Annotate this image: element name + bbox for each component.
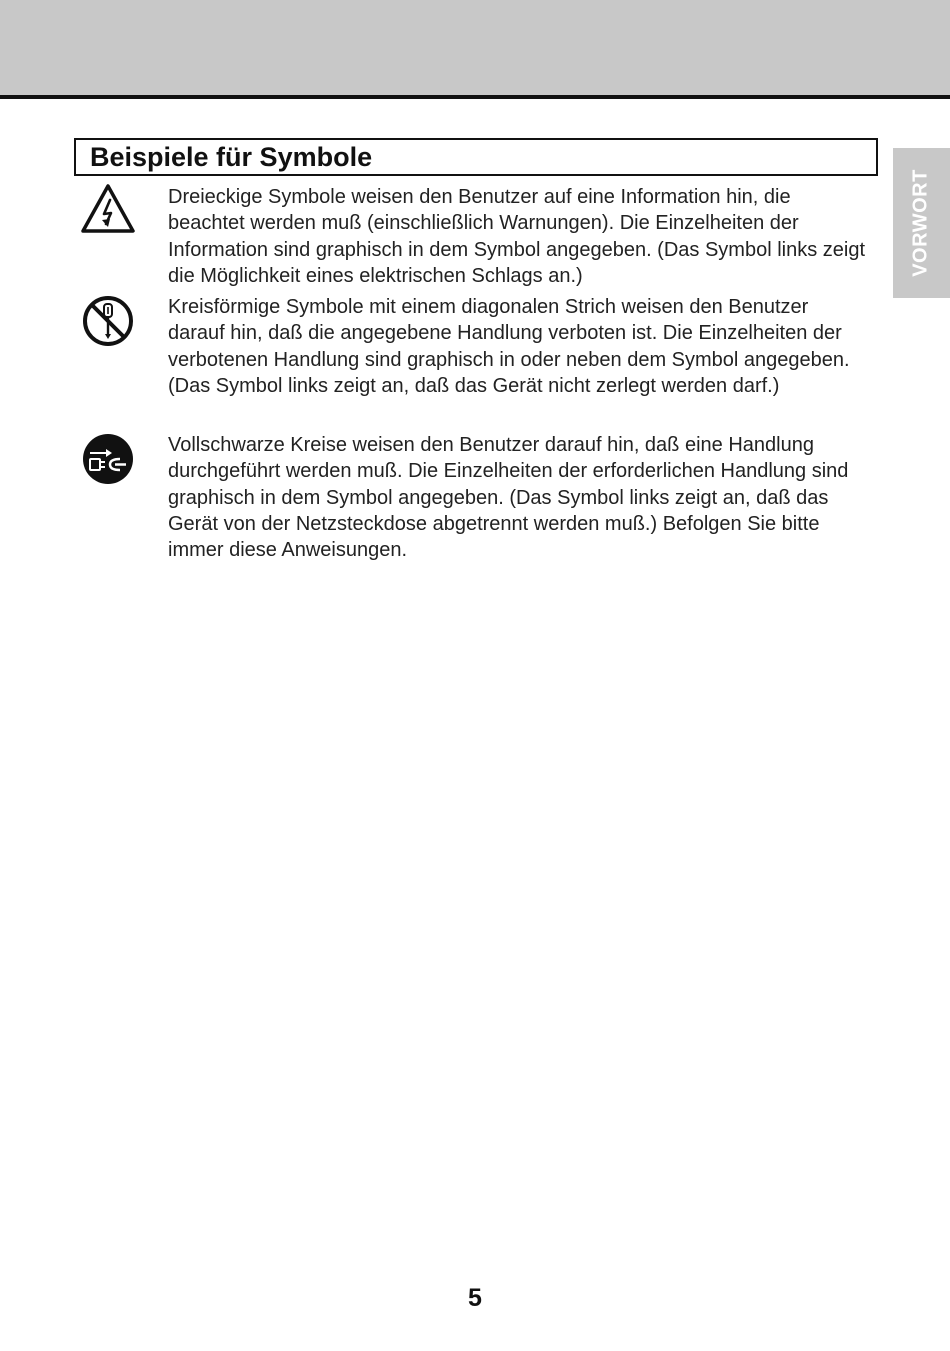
section-title-box	[74, 138, 878, 176]
header-rule	[0, 95, 950, 99]
header-band	[0, 0, 950, 95]
page-number: 5	[468, 1284, 482, 1312]
unplug-from-outlet-mandatory-icon	[80, 431, 136, 487]
section-side-tab	[893, 148, 950, 298]
do-not-disassemble-prohibition-icon	[80, 293, 136, 349]
symbol-description-3: Vollschwarze Kreise weisen den Benutzer darauf hin, daß eine Handlung durchgeführt werden muß. Die Einzelheiten der erforderlichen Handlung sind graphisch in dem Symbol angegeben. (Das Symbol links zeigt an, daß das Gerät von der Netzsteckdose abgetrennt werden muß.) Befolgen Sie bitte immer diese Anweisungen.	[168, 434, 849, 562]
section-title: Beispiele für Symbole	[90, 142, 373, 172]
symbol-description-2: Kreisförmige Symbole mit einem diagonalen Strich weisen den Benutzer darauf hin, daß die angegebene Handlung verboten ist. Die Einzelheiten der verbotenen Handlung sind graphisch in oder neben dem Symbol angegeben. (Das Symbol links zeigt an, daß das Gerät nicht zerlegt werden darf.)	[168, 296, 850, 397]
electric-shock-warning-triangle-icon	[80, 182, 136, 238]
side-tab-label: VORWORT	[909, 169, 932, 277]
symbol-description-1: Dreieckige Symbole weisen den Benutzer auf eine Information hin, die beachtet werden muß (einschließlich Warnungen). Die Einzelheiten der Information sind graphisch in dem Symbol angegeben. (Das Symbol links zeigt die Möglichkeit eines elektrischen Schlags an.)	[168, 186, 866, 287]
